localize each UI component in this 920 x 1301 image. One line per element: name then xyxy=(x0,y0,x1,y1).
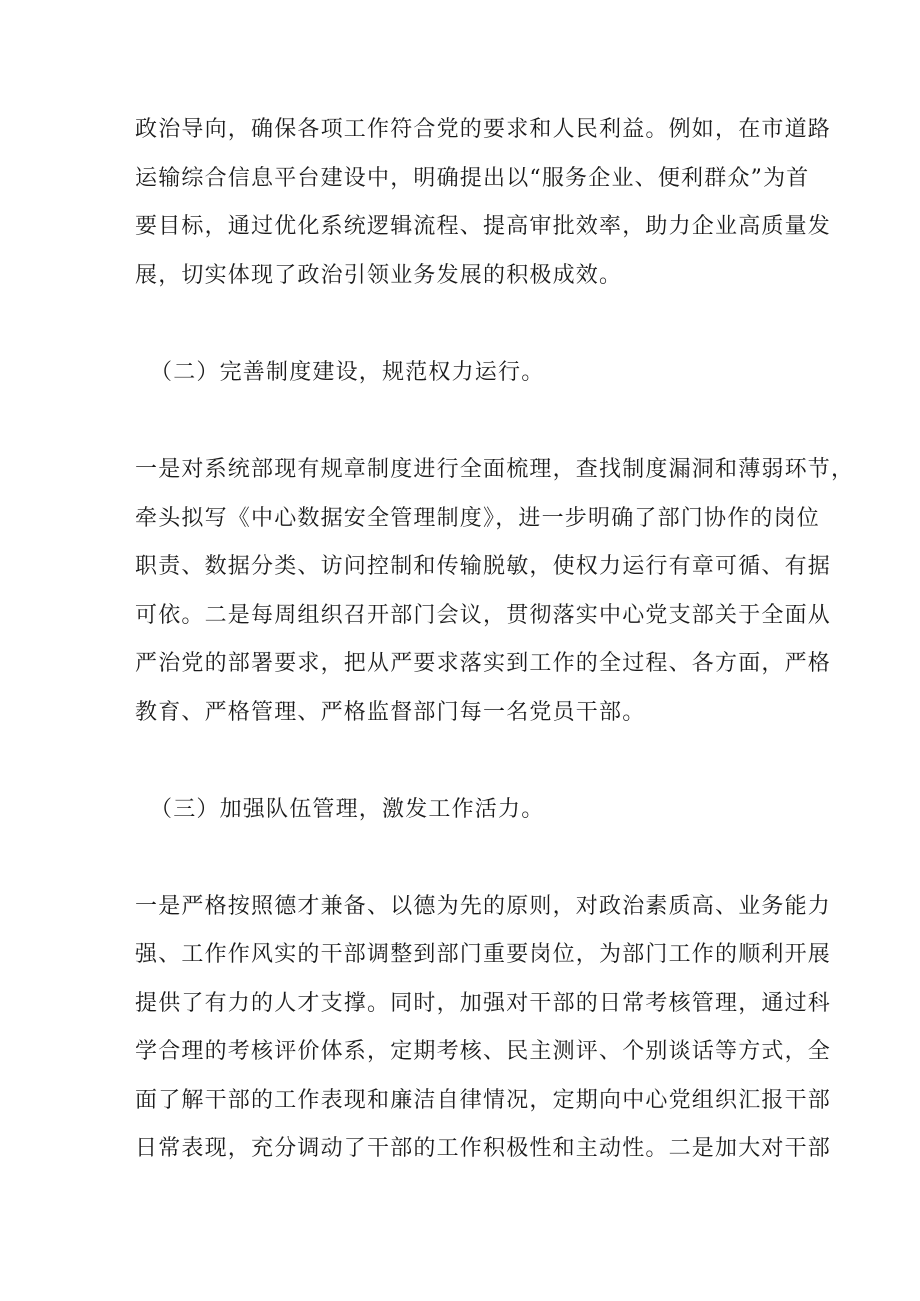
paragraph-3-line-3: 提供了有力的人才支撑。同时，加强对干部的日常考核管理，通过科 xyxy=(135,991,832,1016)
paragraph-2-line-6: 教育、严格管理、严格监督部门每一名党员干部。 xyxy=(135,700,646,725)
paragraph-3-line-2: 强、工作作风实的干部调整到部门重要岗位，为部门工作的顺利开展 xyxy=(135,942,832,967)
paragraph-2-line-4: 可依。二是每周组织召开部门会议，贯彻落实中心党支部关于全面从 xyxy=(135,603,832,628)
section-heading-3: （三）加强队伍管理，激发工作活力。 xyxy=(150,797,545,822)
paragraph-3-line-6: 日常表现，充分调动了干部的工作积极性和主动性。二是加大对干部 xyxy=(135,1136,832,1161)
paragraph-2-line-2: 牵头拟写《中心数据安全管理制度》，进一步明确了部门协作的岗位 xyxy=(135,506,821,531)
paragraph-3-line-5: 面了解干部的工作表现和廉洁自律情况，定期向中心党组织汇报干部 xyxy=(135,1088,832,1113)
paragraph-1-line-4: 展，切实体现了政治引领业务发展的积极成效。 xyxy=(135,263,623,288)
paragraph-2-line-5: 严治党的部署要求，把从严要求落实到工作的全过程、各方面，严格 xyxy=(135,651,832,676)
section-heading-2: （二）完善制度建设，规范权力运行。 xyxy=(150,360,545,385)
paragraph-2-line-3: 职责、数据分类、访问控制和传输脱敏，使权力运行有章可循、有据 xyxy=(135,554,832,579)
paragraph-1-line-2: 运输综合信息平台建设中，明确提出以“服务企业、便利群众”为首 xyxy=(135,166,810,191)
paragraph-3-line-1: 一是严格按照德才兼备、以德为先的原则，对政治素质高、业务能力 xyxy=(135,894,832,919)
paragraph-1-line-3: 要目标，通过优化系统逻辑流程、提高审批效率，助力企业高质量发 xyxy=(135,214,832,239)
paragraph-2-line-1: 一是对系统部现有规章制度进行全面梳理，查找制度漏洞和薄弱环节， xyxy=(135,457,855,482)
paragraph-3-line-4: 学合理的考核评价体系，定期考核、民主测评、个别谈话等方式，全 xyxy=(135,1039,832,1064)
paragraph-1-line-1: 政治导向，确保各项工作符合党的要求和人民利益。例如，在市道路 xyxy=(135,117,832,142)
